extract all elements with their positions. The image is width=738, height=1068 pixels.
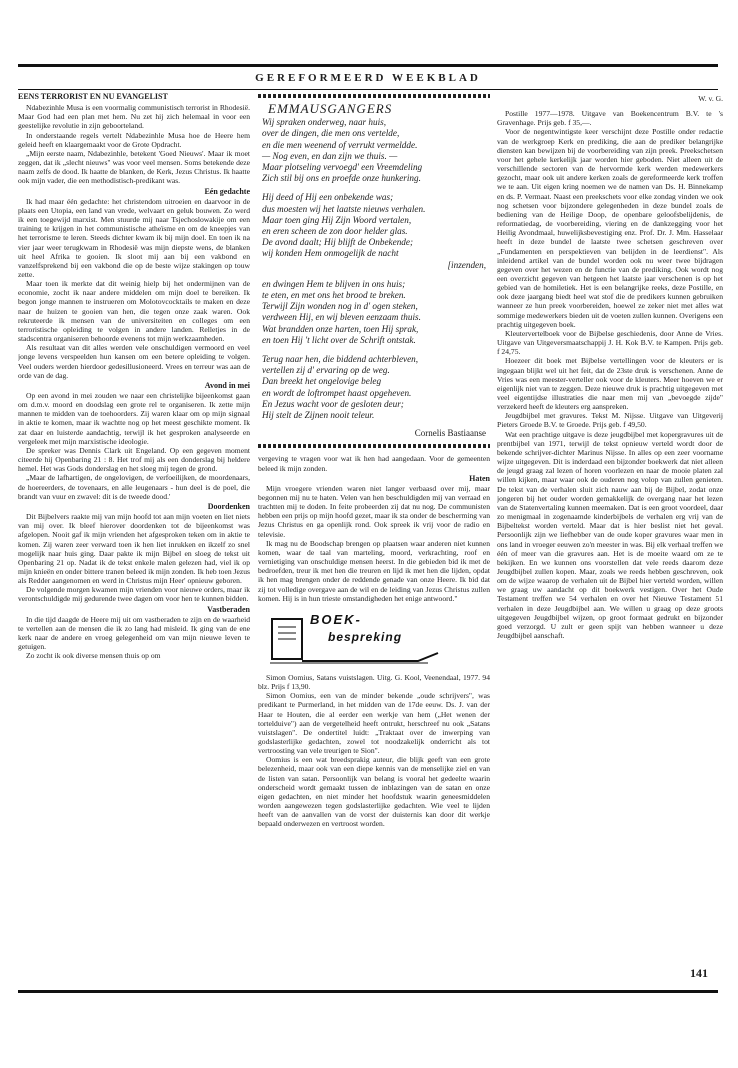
poem-line: Terug naar hen, die biddend achterbleven, <box>262 354 419 365</box>
poem-line: en die men weenend of verrukt vermeldde. <box>262 139 418 150</box>
poem-line: Zich stil bij ons en proefde onze hunkering. <box>262 173 421 184</box>
article-intro: Ndabezinhle Musa is een voormalig communistisch terrorist in Rhodesië. Maar God had een plan met hem. Nu zet hij zich helemaal in voor een geestelijke revolutie in zijn geboorteland. <box>18 103 250 131</box>
paragraph: In onderstaande regels vertelt Ndabezinhle Musa hoe de Heere hem geleid heeft en klaargemaakt voor de Grote Opdracht. <box>18 130 250 149</box>
paragraph: „Mijn eerste naam, Ndabezinhle, betekent 'Goed Nieuws'. Maar ik moet zeggen, dat ik „slecht nieuws" was voor veel mensen. Soms betekende deze naam zelfs de dood. Ik haatte de blanken, de Kerk, Jezus Christus. Ik haatte ook mijn vader, die een methodistisch-predikant was. <box>18 148 250 186</box>
subheading: Doordenken <box>207 501 250 511</box>
poem-line: En Jezus wacht voor de gesloten deur; <box>262 398 404 409</box>
poem-line: Maar plotseling vervoegd' een Vreemdeling <box>262 161 423 172</box>
ornamental-rule <box>258 444 490 448</box>
paragraph: Als resultaat van dit alles werden vele onschuldigen vermoord en veel jonge levens verspeelden hun kansen om een betere opleiding te volgen. Veel ouders werden hierdoor gedesillusioneerd. Vrees en terreur was aan de orde van de dag. <box>18 343 250 380</box>
subheading: Eén gedachte <box>204 186 250 196</box>
poem-line-continuation: [inzenden, <box>447 259 486 270</box>
poem-stanza <box>262 192 490 270</box>
poem-line: over de dingen, die men ons vertelde, <box>262 128 400 139</box>
poem-line: Wat brandden onze harten, toen Hij sprak, <box>262 323 419 334</box>
review-heading: Postille 1977—1978. Uitgave van Boekencentrum B.V. te 's Gravenhage. Prijs geb. f 35,—. <box>497 109 723 128</box>
poem-stanza <box>262 279 490 346</box>
paragraph: Voor de negentwintigste keer verschijnt deze Postille onder redactie van de werkgroep Kerk en prediking, die aan de prediker belangrijke diensten kan bewijzen bij de voorbereiding van zijn preek. Preekschetsen voor het gehele kerkelijk jaar worden hier geboden. Niet alleen uit de verschillende sectoren van de hervormde kerk werden medewerkers gezocht, maar ook uit andere kerken zoals de gereformeerde kerk troffen we te aan. Uit eigen kring noemen we de namen van Ds. H. Binnekamp en ds. P. Vermaat. Naast een preekschets voor elke zondag vinden we ook nog schetsen voor bijzondere gelegenheden in deze bundel zoals de bediening van de Heilige Doop, de openbare geloofsbelijdenis, de reformatiedag, de voorbereiding, viering en de dankzegging voor het Heilig Avondmaal, huwelijksbevestiging enz. Prof. Dr. J. Mm. Hasselaar heeft in deze bundel de laatste twee schetsen geschreven over „Fundamenten en perspektieven van belijden in de leerdienst". Als inleidend artikel van de bundel worden ook nu weer twee bijdragen gegeven over het wezen en de functie van de prediking. Ook wordt nog een overzicht gegeven van hetgeen het laatste jaar verschenen is op het gebied van de homiletiek. Het is een belangrijke reeks, deze Postille, en ook deze jaargang biedt heel wat stof die de predikers kunnen gebruiken wanneer ze hun preek voorbereiden, hoewel ze zeker niet met alles wat sommige medewerkers bieden uit de voeten zullen kunnen. Overigens een prachtig uitgegeven boek. <box>497 127 723 329</box>
paragraph: Ik had maar één gedachte: het christendom uitroeien en daarvoor in de plaats een Utopia, een land van vrede, welvaart en geluk bouwen. Zo werd ik een toegewijd marxist. Men stuurde mij naar Tsjechoslowakije om een training te krijgen in het communistische atheïsme en om de kneepjes van het terrorisme te leren. Steeds dichter kwam ik bij mijn doel. En toen ik na vier jaar weer terugkwam in Rhodesië was mijn diepste wens, de blanken uit heel Afrika te gooien. Ik sloot mij aan bij een vakbond en vanzelfsprekend bij een vakbond die op de beste wijze stakingen op touw zette. <box>18 196 250 279</box>
paragraph: In die tijd daagde de Heere mij uit om vastberaden te zijn en de waarheid te vertellen aan de mensen die ik zo lang had misleid. Ik ging van de ene kerk naar de andere en vroeg gelegenheid om van mijn nieuwe leven te getuigen. <box>18 614 250 652</box>
boekbespreking-logo <box>268 609 458 669</box>
review-heading: Jeugdbijbel met gravures. Tekst M. Nijsse. Uitgave van Uitgeverij Pieters Groede B.V. te Groede. Prijs geb. f 49,50. <box>497 411 723 430</box>
ornamental-rule <box>258 94 490 98</box>
poem-stanza <box>262 354 490 421</box>
footer-rule <box>18 990 718 993</box>
paragraph: Dit Bijbelvers raakte mij van mijn hoofd tot aan mijn voeten en liet niets van mij over. Ik bleef hierover doordenken tot de bijeenkomst was afgelopen. Nooit gaf ik mijn vrienden het afgesproken teken om in aktie te komen. Zij waren zeer verward toen ik hen liet inrukken en ikzelf zo snel mogelijk naar huis ging. Daar pakte ik mijn Bijbel en sloeg de tekst uit Openbaring 21 op. Nadat ik de tekst enkele malen gelezen had, viel ik op mijn knieën en onder bittere tranen beleed ik mijn zonden. Ik heb toen Jezus als Redder aangenomen en werd in Christus mijn Heer' opnieuw geboren. <box>18 512 250 586</box>
poem-stanza <box>262 117 490 184</box>
paragraph: Zo zocht ik ook diverse mensen thuis op om <box>26 651 161 661</box>
poem-line: Maar toen ging Hij Zijn Woord vertalen, <box>262 214 412 225</box>
subheading: Avond in mei <box>204 380 250 390</box>
article-title: EENS TERRORIST EN NU EVANGELIST <box>18 92 168 101</box>
paragraph: Maar toen ik merkte dat dit weinig hielp bij het ondermijnen van de economie, zocht ik naar andere middelen om mijn doel te bereiken. Ik begon jonge mannen te instrueren om Molotovcocktails te maken en deze naar de huizen te gooien van hen, die tegen onze zaak waren. Ook rekruteerde ik mensen van de universiteiten en colleges om een terroristische opleiding te volgen in andere landen. Relletjes in de stadscentra organiseren behoorde evenens tot mijn werkzaamheden. <box>18 279 250 344</box>
poem-line: Hij stelt de Zijnen nooit teleur. <box>262 410 375 421</box>
reviewer-signature: W. v. G. <box>698 94 723 103</box>
poem-line: De avond daalt; Hij blijft de Onbekende; <box>262 237 414 248</box>
paragraph: Wat een prachtige uitgave is deze jeugdbijbel met kopergravures uit de prentbijbel van 1971, terwijl de tekst opnieuw verteld wordt door de bekende schrijver-dichter Marinus Nijsse. In alles op een zeer voorname wijze uitgegeven. Dit is inderdaad een bijzonder boekwerk dat niet alleen de jeugd graag zal lezen of horen voorlezen en naar de mooie platen zal willen kijken, maar waar ook de ouderen nog volop van zullen genieten. De tekst van de verhalen sluit zich nauw aan bij de Bijbel, zodat onze jongeren bij het ouder worden gemakkelijk de overgang naar het lezen van de Statenvertaling kunnen meemaken. Dat is een groot voordeel, daar zo menigmaal in zogenaamde kinderbijbels de verhalen erg vrij van de Bijbeltekst worden verteld. Maar dat is hier beslist niet het geval. Persoonlijk zijn we liefhebber van de oude koper gravures waar men in ons land in vroeger eeuwen zo'n meester in was. Bij elk verhaal treffen we één of meer van die gravures aan. Het is de moeite waard om ze te bekijken. En we kunnen ons voorstellen dat vele reeds daarom deze Jeugdbijbel zullen kopen. Maar, zoals we reeds hebben geschreven, ook om de wijze waarop de verhalen uit de Bijbel hier verteld worden, willen we graag uw aandacht op dit boekwerk vestigen. Over het Oude Testament treffen we 54 verhalen en over het Nieuwe Testament 51 verhalen in deze Jeugdbijbel aan. We willen u graag op deze groots uitgegeven Jeugdbijbel wijzen, op groot formaat gedrukt en bijzonder goed verzorgd. U zult er geen spijt van hebben wanneer u deze Jeugdbijbel aanschaft. <box>497 429 723 641</box>
poem-body <box>262 117 490 421</box>
paragraph: Mijn vroegere vrienden waren niet langer verbaasd over mij, maar begonnen mij nu te haten. Velen van hen beschuldigden mij van verraad en trachtten mij te doden. In feite probeerden zij dat nu nog. De communisten hebben een prijs op mijn hoofd gezet, maar ik sta onder de bescherming van Jezus Christus en ga openlijk rond. Ook spreek ik vrij voor de radio en televisie. <box>258 483 490 539</box>
poem-line: dus moesten wij het laatste nieuws verhalen. <box>262 203 426 214</box>
poem-line: en wordt de loftrompet haast opgeheven. <box>262 387 412 398</box>
review-heading: Kleutervertelboek voor de Bijbelse geschiedenis, door Anne de Vries. Uitgave van Uitgeversmaatschappij J. H. Kok B.V. te Kampen. Prijs geb. f 24,75. <box>497 328 723 357</box>
column-left <box>18 92 250 962</box>
poem-author: Cornelis Bastiaanse <box>414 428 486 439</box>
logo-text-boek: BOEK- <box>310 611 362 627</box>
paragraph: Op een avond in mei zouden we naar een christelijke bijeenkomst gaan om d.m.v. moord en doodslag een grote rel te organiseren. Ik zette mijn mannen te midden van de toehoorders. Zij waren klaar om op mijn signaal in aktie te komen, maar ik wachtte nog op het meest geschikte moment. Ik zat daar en luisterde aandachtig, terwijl ik het gesproken analyseerde en vergeleek met mijn marxistische ideologie. <box>18 391 250 446</box>
paragraph: „Maar de lafhartigen, de ongelovigen, de verfoeilijken, de moordenaars, de hoereerders, de tovenaars, en alle leugenaars - hun deel is de poel, die brandt van vuur en zwavel: dit is de tweede dood.' <box>18 473 250 501</box>
page-number: 141 <box>690 966 708 980</box>
poem-line: — Nog even, en dan zijn we thuis. — <box>262 150 398 161</box>
column-middle <box>258 92 490 962</box>
poem-line: Dan breekt het ongelovige beleg <box>262 376 382 387</box>
logo-text-bespreking: bespreking <box>328 629 403 644</box>
poem-line: vertellen zij d' ervaring op de weg. <box>262 365 390 376</box>
poem-line: en dwingen Hem te blijven in ons huis; <box>262 278 406 289</box>
subheading: Haten <box>469 473 490 483</box>
column-right <box>497 92 723 962</box>
subheading: Vastberaden <box>207 604 250 614</box>
masthead-title: GEREFORMEERD WEEKBLAD <box>255 72 481 84</box>
paragraph: De volgende morgen kwamen mijn vrienden voor nieuwe orders, maar ik verontschuldigde mij gedurende twee dagen om voor hen te kunnen bidden. <box>18 585 250 604</box>
paragraph: vergeving te vragen voor wat ik hen had aangedaan. Voor de gemeenten beleed ik mijn zonden. <box>258 454 490 473</box>
poem-line: verdween Hij, en wij bleven eenzaam thuis. <box>262 312 421 323</box>
paragraph: Ik mag nu de Boodschap brengen op plaatsen waar anderen niet kunnen komen, waar de taal van marteling, moord, verkrachting, roof en vernietiging van onschuldige mensen heerst. In die gebieden bid ik met de bedroefden, treur ik met hen die treuren en lijd ik met hen die lijden, opdat ik hen mag brengen onder de reddende genade van onze Heere. Ik bid dat zij tot volledige overgave aan de wil en de leiding van Jezus Christus zullen komen. Hij is in hun trieste omstandigheden het enige antwoord." <box>258 538 490 603</box>
poem-title: EMMAUSGANGERS <box>268 101 393 116</box>
poem-line: Wij spraken onderweg, naar huis, <box>262 117 387 128</box>
poem-line: wij konden Hem onmogelijk de nacht <box>262 248 399 259</box>
poem-line: en eren scheen de zon door helder glas. <box>262 225 408 236</box>
paragraph: Oomius is een wat breedsprakig auteur, die blijk geeft van een grote belezenheid, maar ook van een diepe kennis van de menselijke ziel en van de listen van satan. Persoonlijk van belang is vooral het gedeelte waarin onderscheid wordt gemaakt tussen de inblazingen van de satan en onze eigen gedachten, en niet minder het hoofdstuk waarin geneesmiddelen worden aangewezen tegen godslasterlijke gedachten. Wie veel te lijden heeft van de aanvallen van de vorst der duisternis kan door dit werkje bepaald onderwezen en vertroost worden. <box>258 755 490 829</box>
paragraph: Hoezeer dit boek met Bijbelse vertellingen voor de kleuters er is ingegaan blijkt wel uit het feit, dat de 23ste druk is verschenen. Anne de Vries was een meester-verteller ook voor de kleuters. Meer hoeven we er eigenlijk niet van te zeggen. Deze nieuwe druk is prachtig uitgegeven met veel eigentijdse illustraties die naar men mij van „bevoegde zijde" verzekerd heeft de kleuters erg aanspreken. <box>497 356 723 412</box>
paragraph: Simon Oomius, een van de minder bekende „oude schrijvers", was predikant te Purmerland, in het midden van de 17de eeuw. Ds. J. van der Haar te Houten, die al eerder een werkje van hem („Het wenen der tortelduive") aan de vergetelheid heeft ontrukt, herschreef nu ook „Satans vuistslagen". De ondertitel luidt: „Traktaat over de inwerping van godslasterlijke gedachten, zowel tot noodzakelijk onderricht als tot vertroosting van vele treurigen te Sion". <box>258 691 490 756</box>
review-heading: Simon Oomius, Satans vuistslagen. Uitg. G. Kool, Veenendaal, 1977. 94 blz. Prijs f 13,90. <box>258 672 490 692</box>
masthead <box>18 64 718 90</box>
paragraph: De spreker was Dennis Clark uit Engeland. Op een gegeven moment citeerde hij Openbaring 21 : 8. Het trof mij als een donderslag bij heldere hemel. Het was Gods donderslag en het sloeg mij tegen de grond. <box>18 445 250 474</box>
poem-line: te eten, en met ons het brood te breken. <box>262 290 406 300</box>
poem-line: Hij deed of Hij een onbekende was; <box>262 192 394 203</box>
poem-line: en toen Hij 't licht over de Schrift ontstak. <box>262 334 416 345</box>
poem-line: Terwijl Zijn wonden nog in d' ogen steken, <box>262 301 418 312</box>
